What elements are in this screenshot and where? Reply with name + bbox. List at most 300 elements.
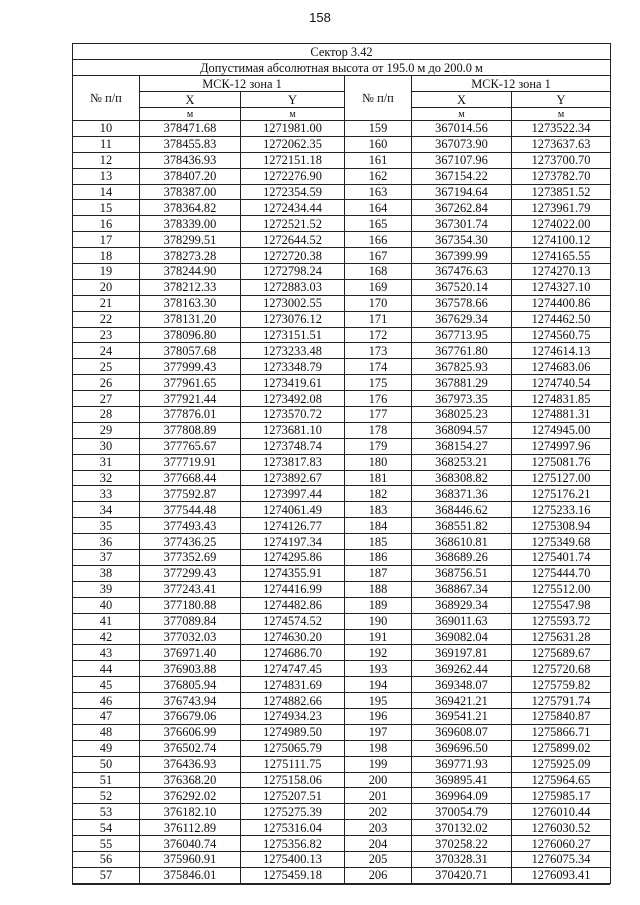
x-coordinate-right: 369771.93: [412, 756, 512, 772]
x-coordinate-right: 368551.82: [412, 518, 512, 534]
table-header: [73, 44, 611, 121]
point-number-right: 195: [345, 693, 412, 709]
point-number-left: 32: [73, 470, 140, 486]
point-number-left: 41: [73, 613, 140, 629]
x-coordinate-right: 368154.27: [412, 438, 512, 454]
point-number-left: 36: [73, 534, 140, 550]
y-coordinate-right: 1274683.06: [512, 359, 611, 375]
x-coordinate-right: 370420.71: [412, 867, 512, 883]
x-coordinate-left: 376903.88: [140, 661, 241, 677]
y-coordinate-right: 1274022.00: [512, 216, 611, 232]
x-coordinate-left: 377299.43: [140, 565, 241, 581]
x-coordinate-right: 367973.35: [412, 391, 512, 407]
point-number-left: 15: [73, 200, 140, 216]
unit-y-right: м: [512, 108, 611, 121]
table-row: [73, 470, 611, 486]
point-number-left: 53: [73, 804, 140, 820]
x-coordinate-right: 369696.50: [412, 740, 512, 756]
point-number-right: 179: [345, 438, 412, 454]
y-coordinate-left: 1274989.50: [241, 724, 345, 740]
y-coordinate-right: 1275593.72: [512, 613, 611, 629]
point-number-right: 178: [345, 422, 412, 438]
y-coordinate-left: 1273348.79: [241, 359, 345, 375]
table-row: [73, 152, 611, 168]
y-coordinate-right: 1274270.13: [512, 264, 611, 280]
table-row: [73, 645, 611, 661]
point-number-left: 49: [73, 740, 140, 756]
x-coordinate-right: 369082.04: [412, 629, 512, 645]
table-row: [73, 740, 611, 756]
point-number-right: 169: [345, 279, 412, 295]
point-number-right: 201: [345, 788, 412, 804]
x-coordinate-left: 375960.91: [140, 851, 241, 867]
point-number-right: 160: [345, 136, 412, 152]
point-number-left: 44: [73, 661, 140, 677]
x-coordinate-left: 376040.74: [140, 836, 241, 852]
point-number-right: 188: [345, 581, 412, 597]
y-coordinate-left: 1273233.48: [241, 343, 345, 359]
x-coordinate-right: 369197.81: [412, 645, 512, 661]
point-number-right: 199: [345, 756, 412, 772]
table-row: [73, 534, 611, 550]
x-coordinate-right: 367262.84: [412, 200, 512, 216]
table-row: [73, 248, 611, 264]
x-coordinate-left: 377352.69: [140, 550, 241, 566]
y-coordinate-left: 1272062.35: [241, 136, 345, 152]
x-coordinate-right: 368253.21: [412, 454, 512, 470]
table-row: [73, 121, 611, 137]
x-coordinate-left: 377668.44: [140, 470, 241, 486]
x-coordinate-right: 367194.64: [412, 184, 512, 200]
x-coordinate-left: 376679.06: [140, 708, 241, 724]
point-number-left: 31: [73, 454, 140, 470]
table-row: [73, 661, 611, 677]
sector-title: Сектор 3.42: [73, 44, 611, 60]
point-number-right: 175: [345, 375, 412, 391]
point-number-right: 192: [345, 645, 412, 661]
table-row: [73, 407, 611, 423]
point-number-left: 27: [73, 391, 140, 407]
y-coordinate-right: 1275512.00: [512, 581, 611, 597]
table-row: [73, 375, 611, 391]
x-coordinate-right: 367578.66: [412, 295, 512, 311]
crs-label-right: МСК-12 зона 1: [412, 76, 611, 92]
x-coordinate-left: 377493.43: [140, 518, 241, 534]
table-row: [73, 550, 611, 566]
y-coordinate-right: 1275925.09: [512, 756, 611, 772]
x-coordinate-right: 367713.95: [412, 327, 512, 343]
table-row: [73, 502, 611, 518]
point-number-left: 24: [73, 343, 140, 359]
point-number-left: 38: [73, 565, 140, 581]
point-number-right: 197: [345, 724, 412, 740]
y-coordinate-right: 1273700.70: [512, 152, 611, 168]
point-number-left: 56: [73, 851, 140, 867]
point-number-right: 204: [345, 836, 412, 852]
y-coordinate-left: 1273076.12: [241, 311, 345, 327]
table-row: [73, 279, 611, 295]
table-row: [73, 565, 611, 581]
point-number-right: 189: [345, 597, 412, 613]
unit-x-left: м: [140, 108, 241, 121]
y-coordinate-left: 1274574.52: [241, 613, 345, 629]
x-coordinate-right: 369895.41: [412, 772, 512, 788]
x-coordinate-left: 377999.43: [140, 359, 241, 375]
point-number-left: 37: [73, 550, 140, 566]
y-coordinate-left: 1274126.77: [241, 518, 345, 534]
x-coordinate-left: 377719.91: [140, 454, 241, 470]
y-coordinate-right: 1274560.75: [512, 327, 611, 343]
x-coordinate-right: 367825.93: [412, 359, 512, 375]
table-row: [73, 422, 611, 438]
x-coordinate-left: 378455.83: [140, 136, 241, 152]
x-coordinate-left: 378273.28: [140, 248, 241, 264]
y-coordinate-right: 1273782.70: [512, 168, 611, 184]
y-coordinate-left: 1273151.51: [241, 327, 345, 343]
y-coordinate-left: 1275275.39: [241, 804, 345, 820]
x-coordinate-left: 377089.84: [140, 613, 241, 629]
x-coordinate-right: 370132.02: [412, 820, 512, 836]
table-row: [73, 359, 611, 375]
table-row: [73, 724, 611, 740]
x-coordinate-right: 369348.07: [412, 677, 512, 693]
y-coordinate-right: 1273851.52: [512, 184, 611, 200]
table-row: [73, 581, 611, 597]
y-coordinate-left: 1272883.03: [241, 279, 345, 295]
point-number-right: 166: [345, 232, 412, 248]
y-coordinate-left: 1275400.13: [241, 851, 345, 867]
point-number-right: 171: [345, 311, 412, 327]
table-row: [73, 756, 611, 772]
x-coordinate-right: 367354.30: [412, 232, 512, 248]
point-number-left: 22: [73, 311, 140, 327]
crs-label-left: МСК-12 зона 1: [140, 76, 345, 92]
table-row: [73, 613, 611, 629]
x-coordinate-right: 368371.36: [412, 486, 512, 502]
table-row: [73, 454, 611, 470]
y-coordinate-left: 1275065.79: [241, 740, 345, 756]
x-coordinate-right: 368094.57: [412, 422, 512, 438]
point-number-right: 185: [345, 534, 412, 550]
point-number-left: 43: [73, 645, 140, 661]
x-coordinate-left: 377961.65: [140, 375, 241, 391]
x-coordinate-right: 368308.82: [412, 470, 512, 486]
y-coordinate-right: 1273637.63: [512, 136, 611, 152]
table-row: [73, 311, 611, 327]
x-coordinate-right: 367520.14: [412, 279, 512, 295]
y-coordinate-right: 1274831.85: [512, 391, 611, 407]
y-coordinate-right: 1276093.41: [512, 867, 611, 883]
point-number-right: 186: [345, 550, 412, 566]
x-coordinate-left: 377765.67: [140, 438, 241, 454]
y-coordinate-right: 1275444.70: [512, 565, 611, 581]
point-number-left: 20: [73, 279, 140, 295]
point-number-right: 165: [345, 216, 412, 232]
point-number-right: 193: [345, 661, 412, 677]
y-coordinate-right: 1275866.71: [512, 724, 611, 740]
x-coordinate-left: 378212.33: [140, 279, 241, 295]
point-number-right: 176: [345, 391, 412, 407]
y-coordinate-right: 1274740.54: [512, 375, 611, 391]
point-number-left: 55: [73, 836, 140, 852]
point-number-right: 196: [345, 708, 412, 724]
point-number-left: 33: [73, 486, 140, 502]
x-coordinate-right: 370258.22: [412, 836, 512, 852]
x-coordinate-left: 378131.20: [140, 311, 241, 327]
y-coordinate-left: 1273892.67: [241, 470, 345, 486]
y-coordinate-left: 1274747.45: [241, 661, 345, 677]
x-coordinate-left: 378387.00: [140, 184, 241, 200]
point-number-left: 13: [73, 168, 140, 184]
y-coordinate-left: 1274934.23: [241, 708, 345, 724]
x-coordinate-left: 377436.25: [140, 534, 241, 550]
table-row: [73, 788, 611, 804]
x-coordinate-right: 367301.74: [412, 216, 512, 232]
table-row: [73, 232, 611, 248]
y-coordinate-right: 1273522.34: [512, 121, 611, 137]
point-number-left: 45: [73, 677, 140, 693]
y-coordinate-right: 1275233.16: [512, 502, 611, 518]
point-number-right: 194: [345, 677, 412, 693]
point-number-left: 17: [73, 232, 140, 248]
y-coordinate-left: 1273997.44: [241, 486, 345, 502]
x-coordinate-right: 368756.51: [412, 565, 512, 581]
y-coordinate-right: 1275899.02: [512, 740, 611, 756]
y-coordinate-right: 1276030.52: [512, 820, 611, 836]
y-coordinate-left: 1275316.04: [241, 820, 345, 836]
num-header-left: № п/п: [73, 76, 140, 121]
y-coordinate-right: 1274945.00: [512, 422, 611, 438]
x-coordinate-left: 377180.88: [140, 597, 241, 613]
table-row: [73, 820, 611, 836]
x-coordinate-left: 378471.68: [140, 121, 241, 137]
x-coordinate-right: 367399.99: [412, 248, 512, 264]
table-row: [73, 597, 611, 613]
y-coordinate-right: 1274327.10: [512, 279, 611, 295]
point-number-left: 57: [73, 867, 140, 883]
table-row: [73, 216, 611, 232]
table-row: [73, 343, 611, 359]
x-coordinate-left: 378163.30: [140, 295, 241, 311]
coordinates-table: [72, 43, 611, 884]
point-number-right: 159: [345, 121, 412, 137]
x-coordinate-right: 369608.07: [412, 724, 512, 740]
y-coordinate-right: 1275964.65: [512, 772, 611, 788]
y-coordinate-left: 1272151.18: [241, 152, 345, 168]
y-coordinate-right: 1276075.34: [512, 851, 611, 867]
x-coordinate-left: 376606.99: [140, 724, 241, 740]
y-coordinate-right: 1275791.74: [512, 693, 611, 709]
y-coordinate-left: 1272521.52: [241, 216, 345, 232]
y-coordinate-left: 1274355.91: [241, 565, 345, 581]
table-row: [73, 518, 611, 534]
point-number-right: 181: [345, 470, 412, 486]
point-number-left: 51: [73, 772, 140, 788]
y-coordinate-right: 1275081.76: [512, 454, 611, 470]
table-row: [73, 438, 611, 454]
x-coordinate-left: 376368.20: [140, 772, 241, 788]
table-row: [73, 772, 611, 788]
x-coordinate-left: 378436.93: [140, 152, 241, 168]
point-number-right: 202: [345, 804, 412, 820]
x-coordinate-left: 376743.94: [140, 693, 241, 709]
page-number: 158: [309, 10, 331, 25]
y-coordinate-right: 1274881.31: [512, 407, 611, 423]
point-number-right: 170: [345, 295, 412, 311]
x-coordinate-left: 376971.40: [140, 645, 241, 661]
x-coordinate-left: 378407.20: [140, 168, 241, 184]
y-coordinate-left: 1272434.44: [241, 200, 345, 216]
x-coordinate-right: 370328.31: [412, 851, 512, 867]
x-coordinate-left: 376292.02: [140, 788, 241, 804]
x-coordinate-right: 368446.62: [412, 502, 512, 518]
point-number-left: 26: [73, 375, 140, 391]
y-coordinate-right: 1275689.67: [512, 645, 611, 661]
x-coordinate-right: 367629.34: [412, 311, 512, 327]
x-coordinate-right: 368867.34: [412, 581, 512, 597]
y-coordinate-left: 1272644.52: [241, 232, 345, 248]
point-number-left: 12: [73, 152, 140, 168]
point-number-right: 206: [345, 867, 412, 883]
y-coordinate-left: 1275207.51: [241, 788, 345, 804]
point-number-left: 34: [73, 502, 140, 518]
x-coordinate-right: 368610.81: [412, 534, 512, 550]
table-row: [73, 677, 611, 693]
point-number-left: 25: [73, 359, 140, 375]
point-number-right: 198: [345, 740, 412, 756]
point-number-right: 205: [345, 851, 412, 867]
y-coordinate-left: 1273817.83: [241, 454, 345, 470]
table-row: [73, 200, 611, 216]
y-coordinate-right: 1275759.82: [512, 677, 611, 693]
point-number-right: 187: [345, 565, 412, 581]
y-coordinate-right: 1275547.98: [512, 597, 611, 613]
x-coordinate-left: 377808.89: [140, 422, 241, 438]
x-coordinate-left: 377544.48: [140, 502, 241, 518]
point-number-left: 40: [73, 597, 140, 613]
y-header-right: Y: [512, 92, 611, 108]
point-number-left: 19: [73, 264, 140, 280]
point-number-right: 191: [345, 629, 412, 645]
y-coordinate-right: 1276010.44: [512, 804, 611, 820]
y-coordinate-left: 1275459.18: [241, 867, 345, 883]
point-number-left: 11: [73, 136, 140, 152]
y-coordinate-left: 1273681.10: [241, 422, 345, 438]
num-header-right: № п/п: [345, 76, 412, 121]
point-number-right: 164: [345, 200, 412, 216]
point-number-left: 47: [73, 708, 140, 724]
x-header-left: X: [140, 92, 241, 108]
y-coordinate-right: 1276060.27: [512, 836, 611, 852]
point-number-right: 183: [345, 502, 412, 518]
x-coordinate-left: 376182.10: [140, 804, 241, 820]
y-coordinate-right: 1275127.00: [512, 470, 611, 486]
y-coordinate-left: 1272720.38: [241, 248, 345, 264]
x-coordinate-left: 377592.87: [140, 486, 241, 502]
point-number-left: 10: [73, 121, 140, 137]
point-number-right: 168: [345, 264, 412, 280]
table-row: [73, 391, 611, 407]
x-coordinate-right: 369964.09: [412, 788, 512, 804]
unit-y-left: м: [241, 108, 345, 121]
table-row: [73, 136, 611, 152]
y-coordinate-left: 1273748.74: [241, 438, 345, 454]
point-number-left: 14: [73, 184, 140, 200]
x-coordinate-right: 369541.21: [412, 708, 512, 724]
point-number-right: 163: [345, 184, 412, 200]
point-number-right: 190: [345, 613, 412, 629]
point-number-left: 54: [73, 820, 140, 836]
x-coordinate-right: 368929.34: [412, 597, 512, 613]
point-number-left: 30: [73, 438, 140, 454]
unit-x-right: м: [412, 108, 512, 121]
x-coordinate-right: 368025.23: [412, 407, 512, 423]
y-coordinate-left: 1274295.86: [241, 550, 345, 566]
point-number-left: 48: [73, 724, 140, 740]
y-coordinate-left: 1275111.75: [241, 756, 345, 772]
x-coordinate-left: 376502.74: [140, 740, 241, 756]
y-coordinate-right: 1275720.68: [512, 661, 611, 677]
table-row: [73, 836, 611, 852]
table-row: [73, 804, 611, 820]
point-number-right: 203: [345, 820, 412, 836]
point-number-left: 39: [73, 581, 140, 597]
y-coordinate-right: 1275308.94: [512, 518, 611, 534]
point-number-right: 200: [345, 772, 412, 788]
y-coordinate-left: 1274686.70: [241, 645, 345, 661]
y-coordinate-left: 1274197.34: [241, 534, 345, 550]
y-coordinate-left: 1273570.72: [241, 407, 345, 423]
point-number-left: 35: [73, 518, 140, 534]
table-row: [73, 629, 611, 645]
y-coordinate-right: 1274165.55: [512, 248, 611, 264]
y-coordinate-left: 1273492.08: [241, 391, 345, 407]
x-coordinate-left: 378339.00: [140, 216, 241, 232]
point-number-left: 28: [73, 407, 140, 423]
y-coordinate-left: 1274882.66: [241, 693, 345, 709]
y-coordinate-left: 1274416.99: [241, 581, 345, 597]
y-coordinate-right: 1274614.13: [512, 343, 611, 359]
x-coordinate-left: 376805.94: [140, 677, 241, 693]
x-coordinate-right: 369421.21: [412, 693, 512, 709]
table-row: [73, 184, 611, 200]
y-coordinate-right: 1275631.28: [512, 629, 611, 645]
y-coordinate-right: 1275401.74: [512, 550, 611, 566]
table-row: [73, 693, 611, 709]
y-coordinate-right: 1274400.86: [512, 295, 611, 311]
table-row: [73, 708, 611, 724]
table-row: [73, 851, 611, 867]
point-number-left: 23: [73, 327, 140, 343]
x-coordinate-left: 378299.51: [140, 232, 241, 248]
x-coordinate-left: 377032.03: [140, 629, 241, 645]
point-number-right: 180: [345, 454, 412, 470]
y-coordinate-left: 1274630.20: [241, 629, 345, 645]
x-coordinate-right: 369011.63: [412, 613, 512, 629]
y-coordinate-left: 1272798.24: [241, 264, 345, 280]
point-number-right: 161: [345, 152, 412, 168]
x-coordinate-left: 378364.82: [140, 200, 241, 216]
table-row: [73, 264, 611, 280]
point-number-right: 182: [345, 486, 412, 502]
point-number-right: 184: [345, 518, 412, 534]
y-header-left: Y: [241, 92, 345, 108]
table-body: [73, 121, 611, 884]
point-number-right: 177: [345, 407, 412, 423]
x-coordinate-right: 367154.22: [412, 168, 512, 184]
x-coordinate-right: 367014.56: [412, 121, 512, 137]
x-coordinate-left: 378244.90: [140, 264, 241, 280]
